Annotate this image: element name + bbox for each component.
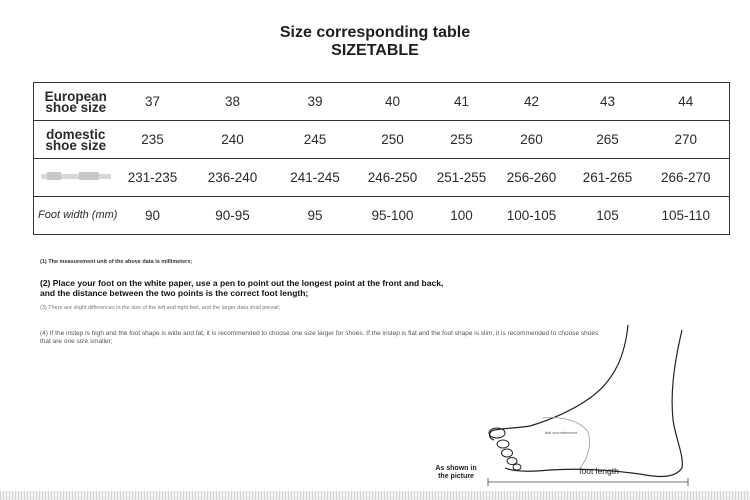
table-cell: 43	[573, 83, 643, 121]
table-cell: 38	[188, 83, 278, 121]
row-label-domestic: domestic shoe size	[34, 121, 118, 159]
table-cell: 41	[433, 83, 491, 121]
table-row-foot-length	[34, 159, 730, 197]
size-table	[33, 82, 730, 235]
table-cell: 95-100	[353, 197, 433, 235]
page-subtitle: SIZETABLE	[331, 42, 419, 59]
table-cell: 256-260	[491, 159, 573, 197]
table-cell: 241-245	[278, 159, 353, 197]
table-cell: 265	[573, 121, 643, 159]
table-cell: 42	[491, 83, 573, 121]
table-cell: 90-95	[188, 197, 278, 235]
row-label-foot-length	[34, 159, 118, 197]
table-cell: 100-105	[491, 197, 573, 235]
table-cell: 90	[118, 197, 188, 235]
table-cell: 39	[278, 83, 353, 121]
table-row-foot-width	[34, 197, 730, 235]
table-cell: 245	[278, 121, 353, 159]
note-unit: (1) The measurement unit of the above data is millimeters;	[40, 259, 193, 265]
table-cell: 105-110	[643, 197, 730, 235]
blurred-label-graphic	[39, 170, 113, 182]
foot-length-label: foot length	[579, 466, 619, 476]
foot-outline-illustration	[470, 320, 700, 490]
table-cell: 100	[433, 197, 491, 235]
table-row-domestic	[34, 121, 730, 159]
note-left-right: (3) There are slight differences in the size of the left and right feet, and the larger data shall prevail;	[40, 305, 281, 311]
note-measure-instructions: (2) Place your foot on the white paper, use a pen to point out the longest point at the front and back, and the distance between the two points is the correct foot length;	[40, 278, 444, 298]
table-cell: 37	[118, 83, 188, 121]
table-cell: 231-235	[118, 159, 188, 197]
table-cell: 95	[278, 197, 353, 235]
table-cell: 235	[118, 121, 188, 159]
table-cell: 251-255	[433, 159, 491, 197]
table-cell: 240	[188, 121, 278, 159]
page-title: Size corresponding table	[279, 24, 471, 41]
table-cell: 250	[353, 121, 433, 159]
table-cell: 40	[353, 83, 433, 121]
row-label-foot-width: Foot width (mm)	[34, 197, 118, 235]
table-cell: 266-270	[643, 159, 730, 197]
shown-caption: As shown in the picture	[435, 465, 477, 480]
table-cell: 261-265	[573, 159, 643, 197]
table-cell: 44	[643, 83, 730, 121]
table-cell: 236-240	[188, 159, 278, 197]
table-cell: 246-250	[353, 159, 433, 197]
ball-circumference-label: ball circumference	[545, 430, 578, 435]
table-row-european	[34, 83, 730, 121]
row-label-european: European shoe size	[34, 83, 118, 121]
table-cell: 105	[573, 197, 643, 235]
note-instep: (4) If the instep is high and the foot shape is wide and fat, it is recommended to choose one size larger for shoes. If the instep is flat and the foot shape is slim, it is recommended to choose shoes that are one size smaller;	[40, 330, 599, 345]
table-cell: 260	[491, 121, 573, 159]
table-cell: 270	[643, 121, 730, 159]
table-cell: 255	[433, 121, 491, 159]
bottom-border	[0, 491, 750, 500]
